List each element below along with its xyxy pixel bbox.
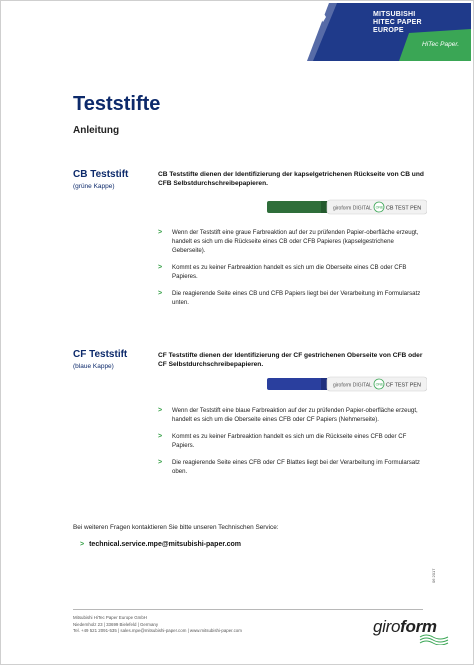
brand-line-3: EUROPE: [373, 27, 404, 34]
list-item: [158, 432, 428, 450]
cb-section-title: CB Teststift: [73, 169, 129, 180]
footer-divider: [73, 609, 423, 610]
svg-text:ONE: ONE: [375, 205, 384, 210]
cb-bullet-1: Wenn der Teststift eine graue Farbreaktion auf der zu prüfenden Papier-oberfläche erzeugt, handelt es sich um die Rückseite eines CB oder CFB Papieres (kapselgestrichene Geberseite).: [172, 229, 419, 254]
cb-bullet-3: Die reagierende Seite eines CB und CFB Papiers liegt bei der Verarbeitung im Formularsatz unten.: [172, 290, 421, 306]
brand-line-2: HITEC PAPER: [373, 19, 422, 26]
footer-contact: Tel. +49 521 2091-535 | sales.mpe@mitsubishi-paper.com | www.mitsubishi-paper.com: [73, 628, 242, 633]
chevron-right-icon: >: [158, 407, 163, 414]
brand-tagline: HiTec Paper.: [422, 41, 460, 48]
list-item: [158, 458, 428, 476]
email-link[interactable]: technical.service.mpe@mitsubishi-paper.com: [89, 541, 242, 548]
list-item: [158, 263, 428, 281]
contact-text: Bei weiteren Fragen kontaktieren Sie bitte unseren Technischen Service:: [73, 524, 279, 531]
footer-address: [73, 615, 242, 635]
chevron-right-icon: >: [80, 541, 85, 548]
footer-company: Mitsubishi HiTec Paper Europe GmbH: [73, 615, 147, 620]
chevron-right-icon: >: [158, 433, 163, 440]
cf-test-pen-image: [267, 375, 427, 393]
cf-section-title: CF Teststift: [73, 349, 128, 360]
chevron-right-icon: >: [158, 229, 163, 236]
chevron-right-icon: >: [158, 264, 163, 271]
cf-bullet-2: Kommt es zu keiner Farbreaktion handelt es sich um die Rückseite eines CFB oder CF Papiers.: [172, 433, 407, 449]
giroform-logo-part1: giro: [373, 617, 401, 636]
cb-pen-label: CB TEST PEN: [386, 205, 422, 212]
chevron-right-icon: >: [158, 459, 163, 466]
mitsubishi-diamonds-icon: [307, 3, 329, 23]
cf-pen-brand: giroform DIGITAL: [333, 382, 372, 389]
page-subtitle: Anleitung: [73, 125, 120, 136]
cb-intro: CB Teststifte dienen der Identifizierung der kapselgetrichenen Rückseite von CB und CFB Selbstdurchschreibepapieren.: [158, 171, 424, 187]
brand-header: [307, 3, 471, 61]
svg-text:ONE: ONE: [375, 382, 384, 387]
brand-name: [373, 11, 422, 35]
cf-intro: CF Teststifte dienen der Identifizierung der CF gestrichenen Oberseite von CFB oder CF Selbstdurchschreibepapieren.: [158, 352, 423, 368]
giroform-waves-icon: [419, 633, 449, 645]
list-item: [158, 228, 428, 255]
chevron-right-icon: >: [158, 290, 163, 297]
cf-bullet-1: Wenn der Teststift eine blaue Farbreaktion auf der zu prüfenden Papier-oberfläche erzeugt, handelt es sich um die Oberseite eines CFB oder CF Papiers (Nehmerseite).: [172, 407, 418, 423]
list-item: [158, 406, 428, 424]
cb-test-pen-image: [267, 198, 427, 216]
page-title: Teststifte: [73, 93, 161, 115]
document-number: 06 2017: [431, 568, 436, 583]
cf-cap-note: (blaue Kappe): [73, 363, 114, 370]
cf-bullet-list: [158, 406, 428, 484]
list-item: [158, 289, 428, 307]
cf-pen-label: CF TEST PEN: [386, 382, 421, 389]
email-row: [80, 541, 241, 548]
footer-street: Niedernholz 23 | 33699 Bielefeld | Germany: [73, 621, 159, 627]
cb-bullet-list: [158, 228, 428, 315]
cb-cap-note: (grüne Kappe): [73, 183, 115, 190]
cb-bullet-2: Kommt es zu keiner Farbreaktion handelt es sich um die Oberseite eines CB oder CFB Papieres.: [172, 264, 407, 280]
giroform-logo-part2: form: [400, 617, 437, 636]
cf-bullet-3: Die reagierende Seite eines CFB oder CF Blattes liegt bei der Verarbeitung im Formularsatz oben.: [172, 459, 420, 475]
cb-pen-brand: giroform DIGITAL: [333, 205, 372, 212]
brand-line-1: MITSUBISHI: [373, 11, 416, 18]
